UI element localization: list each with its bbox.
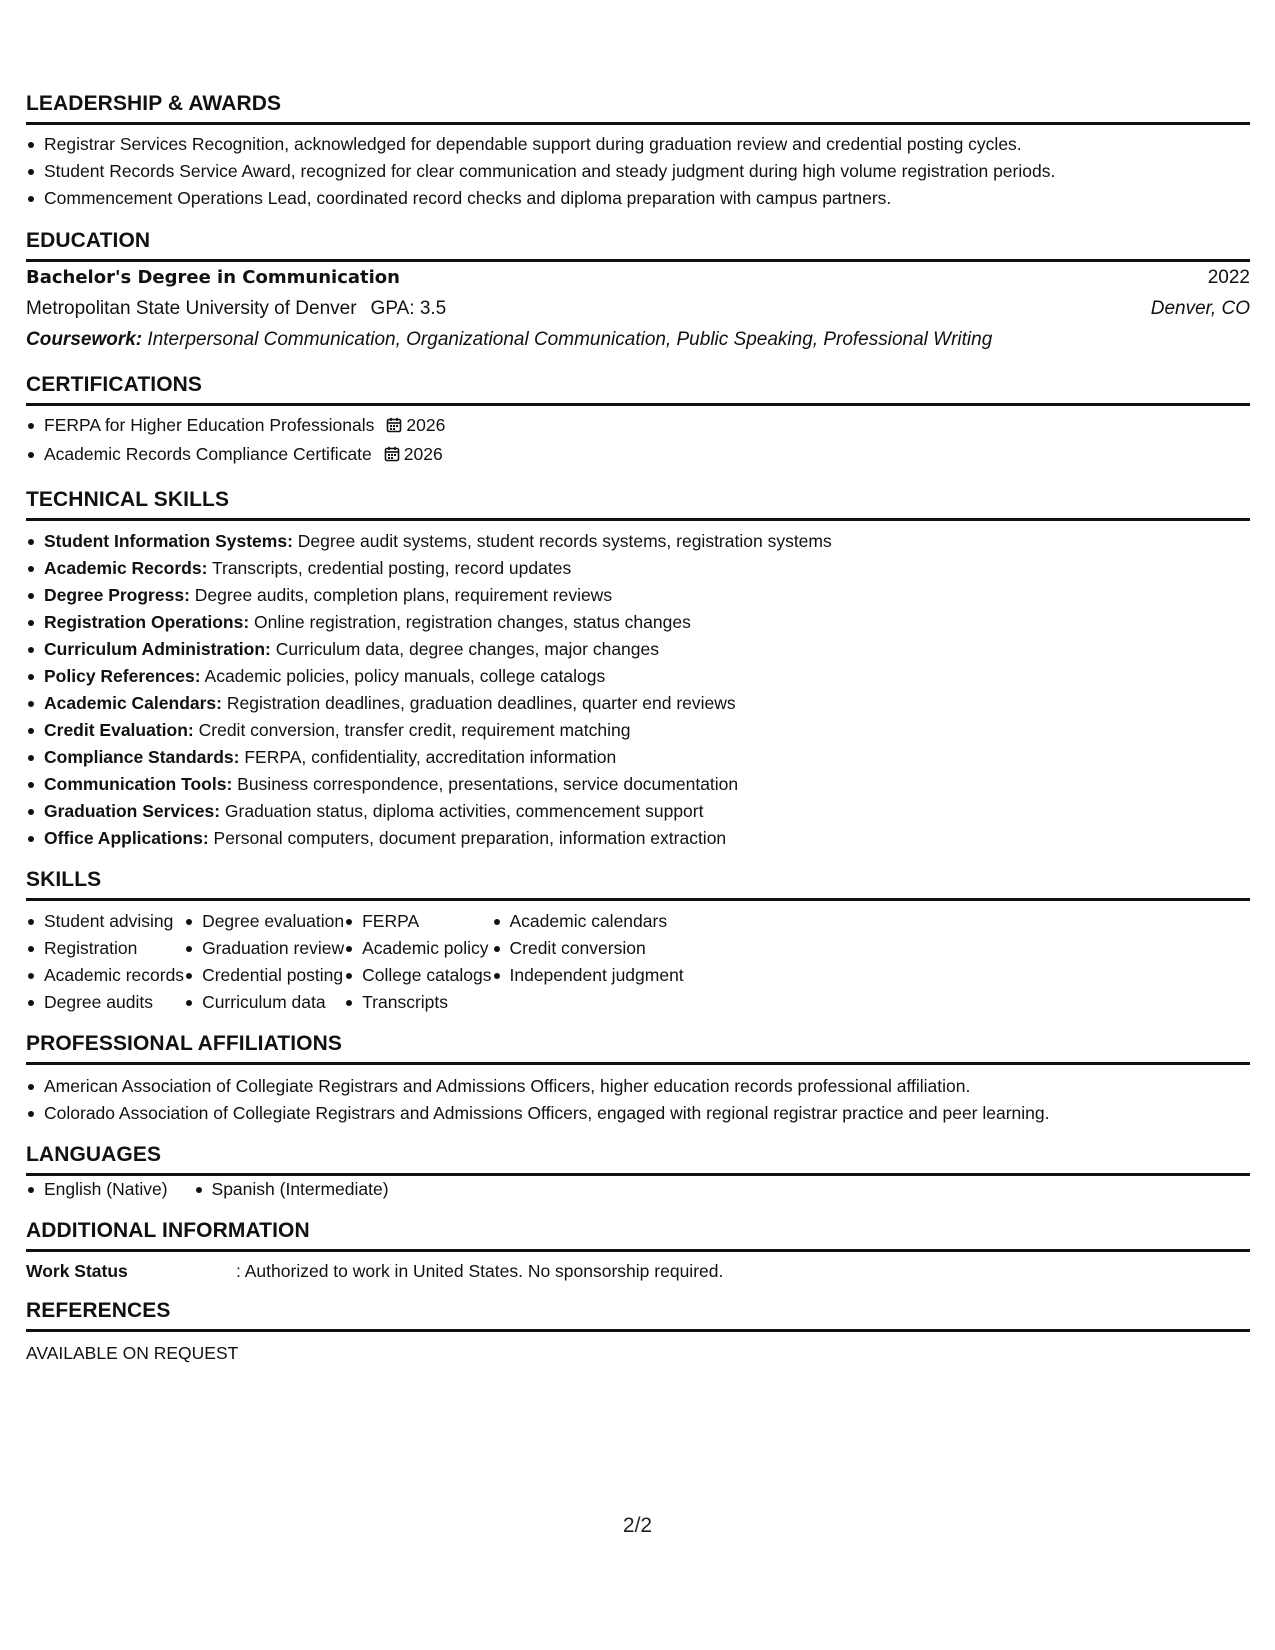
technical-skill-label: Compliance Standards:: [44, 747, 240, 767]
skill-item: Credential posting: [184, 962, 344, 989]
certification-name: FERPA for Higher Education Professionals: [44, 415, 375, 435]
certification-year: 2026: [406, 415, 446, 435]
technical-skill-label: Communication Tools:: [44, 774, 233, 794]
technical-skill-value: Graduation status, diploma activities, commencement support: [224, 801, 704, 821]
references-heading: REFERENCES: [26, 1299, 1250, 1332]
skills-heading: SKILLS: [26, 868, 1250, 901]
affiliation-item: American Association of Collegiate Registrars and Admissions Officers, higher education records professional affiliation.: [26, 1073, 1250, 1100]
skills-section: [26, 868, 1250, 1016]
technical-skill-item: [26, 771, 1250, 798]
technical-skill-value: Degree audit systems, student records systems, registration systems: [297, 531, 832, 551]
certification-year: 2026: [403, 444, 443, 464]
technical-skill-label: Academic Calendars:: [44, 693, 222, 713]
technical-skill-item: [26, 609, 1250, 636]
additional-info-heading: ADDITIONAL INFORMATION: [26, 1219, 1250, 1252]
calendar-icon: [384, 443, 400, 470]
technical-skill-label: Policy References:: [44, 666, 201, 686]
certifications-list: [26, 412, 1250, 470]
references-text: AVAILABLE ON REQUEST: [26, 1343, 239, 1363]
skill-item: Independent judgment: [492, 962, 684, 989]
work-status-label: Work Status: [26, 1261, 128, 1281]
skill-item: Academic records: [26, 962, 184, 989]
coursework-row: [26, 324, 1250, 355]
skill-item: Degree evaluation: [184, 908, 344, 935]
work-status-row: [26, 1258, 1250, 1285]
school-location: Denver, CO: [1150, 298, 1250, 319]
resume-page: [26, 92, 1250, 1367]
school-row: [26, 293, 1250, 324]
coursework-list: Interpersonal Communication, Organizational Communication, Public Speaking, Professional Writing: [147, 329, 993, 350]
references-section: [26, 1299, 1250, 1367]
skill-item: College catalogs: [344, 962, 491, 989]
additional-info-section: [26, 1219, 1250, 1285]
graduation-year: 2022: [1207, 267, 1250, 288]
technical-skill-value: Business correspondence, presentations, service documentation: [237, 774, 739, 794]
technical-skill-value: Online registration, registration changes, status changes: [254, 612, 691, 632]
calendar-icon: [386, 414, 402, 441]
technical-skill-value: Curriculum data, degree changes, major changes: [275, 639, 659, 659]
technical-skill-item: [26, 636, 1250, 663]
skills-grid: [26, 908, 1250, 1016]
technical-skill-label: Degree Progress:: [44, 585, 190, 605]
skill-item: FERPA: [344, 908, 491, 935]
technical-skill-label: Graduation Services:: [44, 801, 221, 821]
skill-item: Student advising: [26, 908, 184, 935]
affiliations-list: [26, 1073, 1250, 1127]
skills-column: [344, 908, 491, 1016]
certification-item: [26, 412, 1250, 441]
technical-skill-value: FERPA, confidentiality, accreditation information: [244, 747, 617, 767]
certifications-section: [26, 373, 1250, 470]
technical-skill-item: [26, 582, 1250, 609]
languages-list: [26, 1176, 1250, 1203]
leadership-heading: LEADERSHIP & AWARDS: [26, 92, 1250, 125]
languages-section: [26, 1143, 1250, 1203]
skill-item: Credit conversion: [492, 935, 684, 962]
degree-row: [26, 262, 1250, 293]
technical-skill-item: [26, 555, 1250, 582]
certification-item: [26, 441, 1250, 470]
skill-item: Academic calendars: [492, 908, 684, 935]
skill-item: Academic policy: [344, 935, 491, 962]
technical-skill-label: Curriculum Administration:: [44, 639, 271, 659]
technical-skill-item: [26, 798, 1250, 825]
technical-skill-label: Credit Evaluation:: [44, 720, 194, 740]
skills-column: [492, 908, 684, 1016]
skill-item: Degree audits: [26, 989, 184, 1016]
technical-skill-label: Registration Operations:: [44, 612, 250, 632]
technical-skill-value: Transcripts, credential posting, record updates: [211, 558, 572, 578]
technical-skill-item: [26, 663, 1250, 690]
coursework-label: Coursework:: [26, 329, 143, 350]
page-number: 2/2: [622, 1514, 653, 1537]
education-section: [26, 229, 1250, 355]
technical-skill-value: Registration deadlines, graduation deadlines, quarter end reviews: [226, 693, 736, 713]
technical-skill-label: Office Applications:: [44, 828, 209, 848]
education-heading: EDUCATION: [26, 229, 1250, 262]
technical-skill-label: Academic Records:: [44, 558, 208, 578]
leadership-section: [26, 92, 1250, 212]
leadership-list: [26, 131, 1250, 212]
technical-skill-item: [26, 744, 1250, 771]
gpa: GPA: 3.5: [370, 298, 447, 319]
technical-skill-item: [26, 690, 1250, 717]
skill-item: Graduation review: [184, 935, 344, 962]
technical-skill-value: Credit conversion, transfer credit, requirement matching: [198, 720, 631, 740]
affiliations-section: [26, 1032, 1250, 1127]
technical-skill-value: Personal computers, document preparation, information extraction: [213, 828, 727, 848]
language-item: English (Native): [26, 1176, 168, 1203]
skills-column: [184, 908, 344, 1016]
technical-skill-item: [26, 717, 1250, 744]
technical-skill-item: [26, 528, 1250, 555]
leadership-item: Student Records Service Award, recognized for clear communication and steady judgment during high volume registration periods.: [26, 158, 1250, 185]
language-item: Spanish (Intermediate): [194, 1176, 389, 1203]
technical-skills-section: [26, 488, 1250, 852]
skill-item: Registration: [26, 935, 184, 962]
technical-skill-value: Degree audits, completion plans, requirement reviews: [194, 585, 613, 605]
certifications-heading: CERTIFICATIONS: [26, 373, 1250, 406]
technical-skills-list: [26, 528, 1250, 852]
skill-item: Transcripts: [344, 989, 491, 1016]
technical-skill-item: [26, 825, 1250, 852]
leadership-item: Registrar Services Recognition, acknowledged for dependable support during graduation review and credential posting cycles.: [26, 131, 1250, 158]
technical-skills-heading: TECHNICAL SKILLS: [26, 488, 1250, 521]
skill-item: Curriculum data: [184, 989, 344, 1016]
affiliations-heading: PROFESSIONAL AFFILIATIONS: [26, 1032, 1250, 1065]
work-status-value: : Authorized to work in United States. No sponsorship required.: [236, 1261, 724, 1281]
degree-name: Bachelor's Degree in Communication: [26, 267, 400, 288]
leadership-item: Commencement Operations Lead, coordinated record checks and diploma preparation with campus partners.: [26, 185, 1250, 212]
technical-skill-value: Academic policies, policy manuals, college catalogs: [204, 666, 606, 686]
school-name: Metropolitan State University of Denver: [26, 298, 357, 319]
affiliation-item: Colorado Association of Collegiate Registrars and Admissions Officers, engaged with regional registrar practice and peer learning.: [26, 1100, 1250, 1127]
certification-name: Academic Records Compliance Certificate: [44, 444, 372, 464]
languages-heading: LANGUAGES: [26, 1143, 1250, 1176]
skills-column: [26, 908, 184, 1016]
technical-skill-label: Student Information Systems:: [44, 531, 293, 551]
